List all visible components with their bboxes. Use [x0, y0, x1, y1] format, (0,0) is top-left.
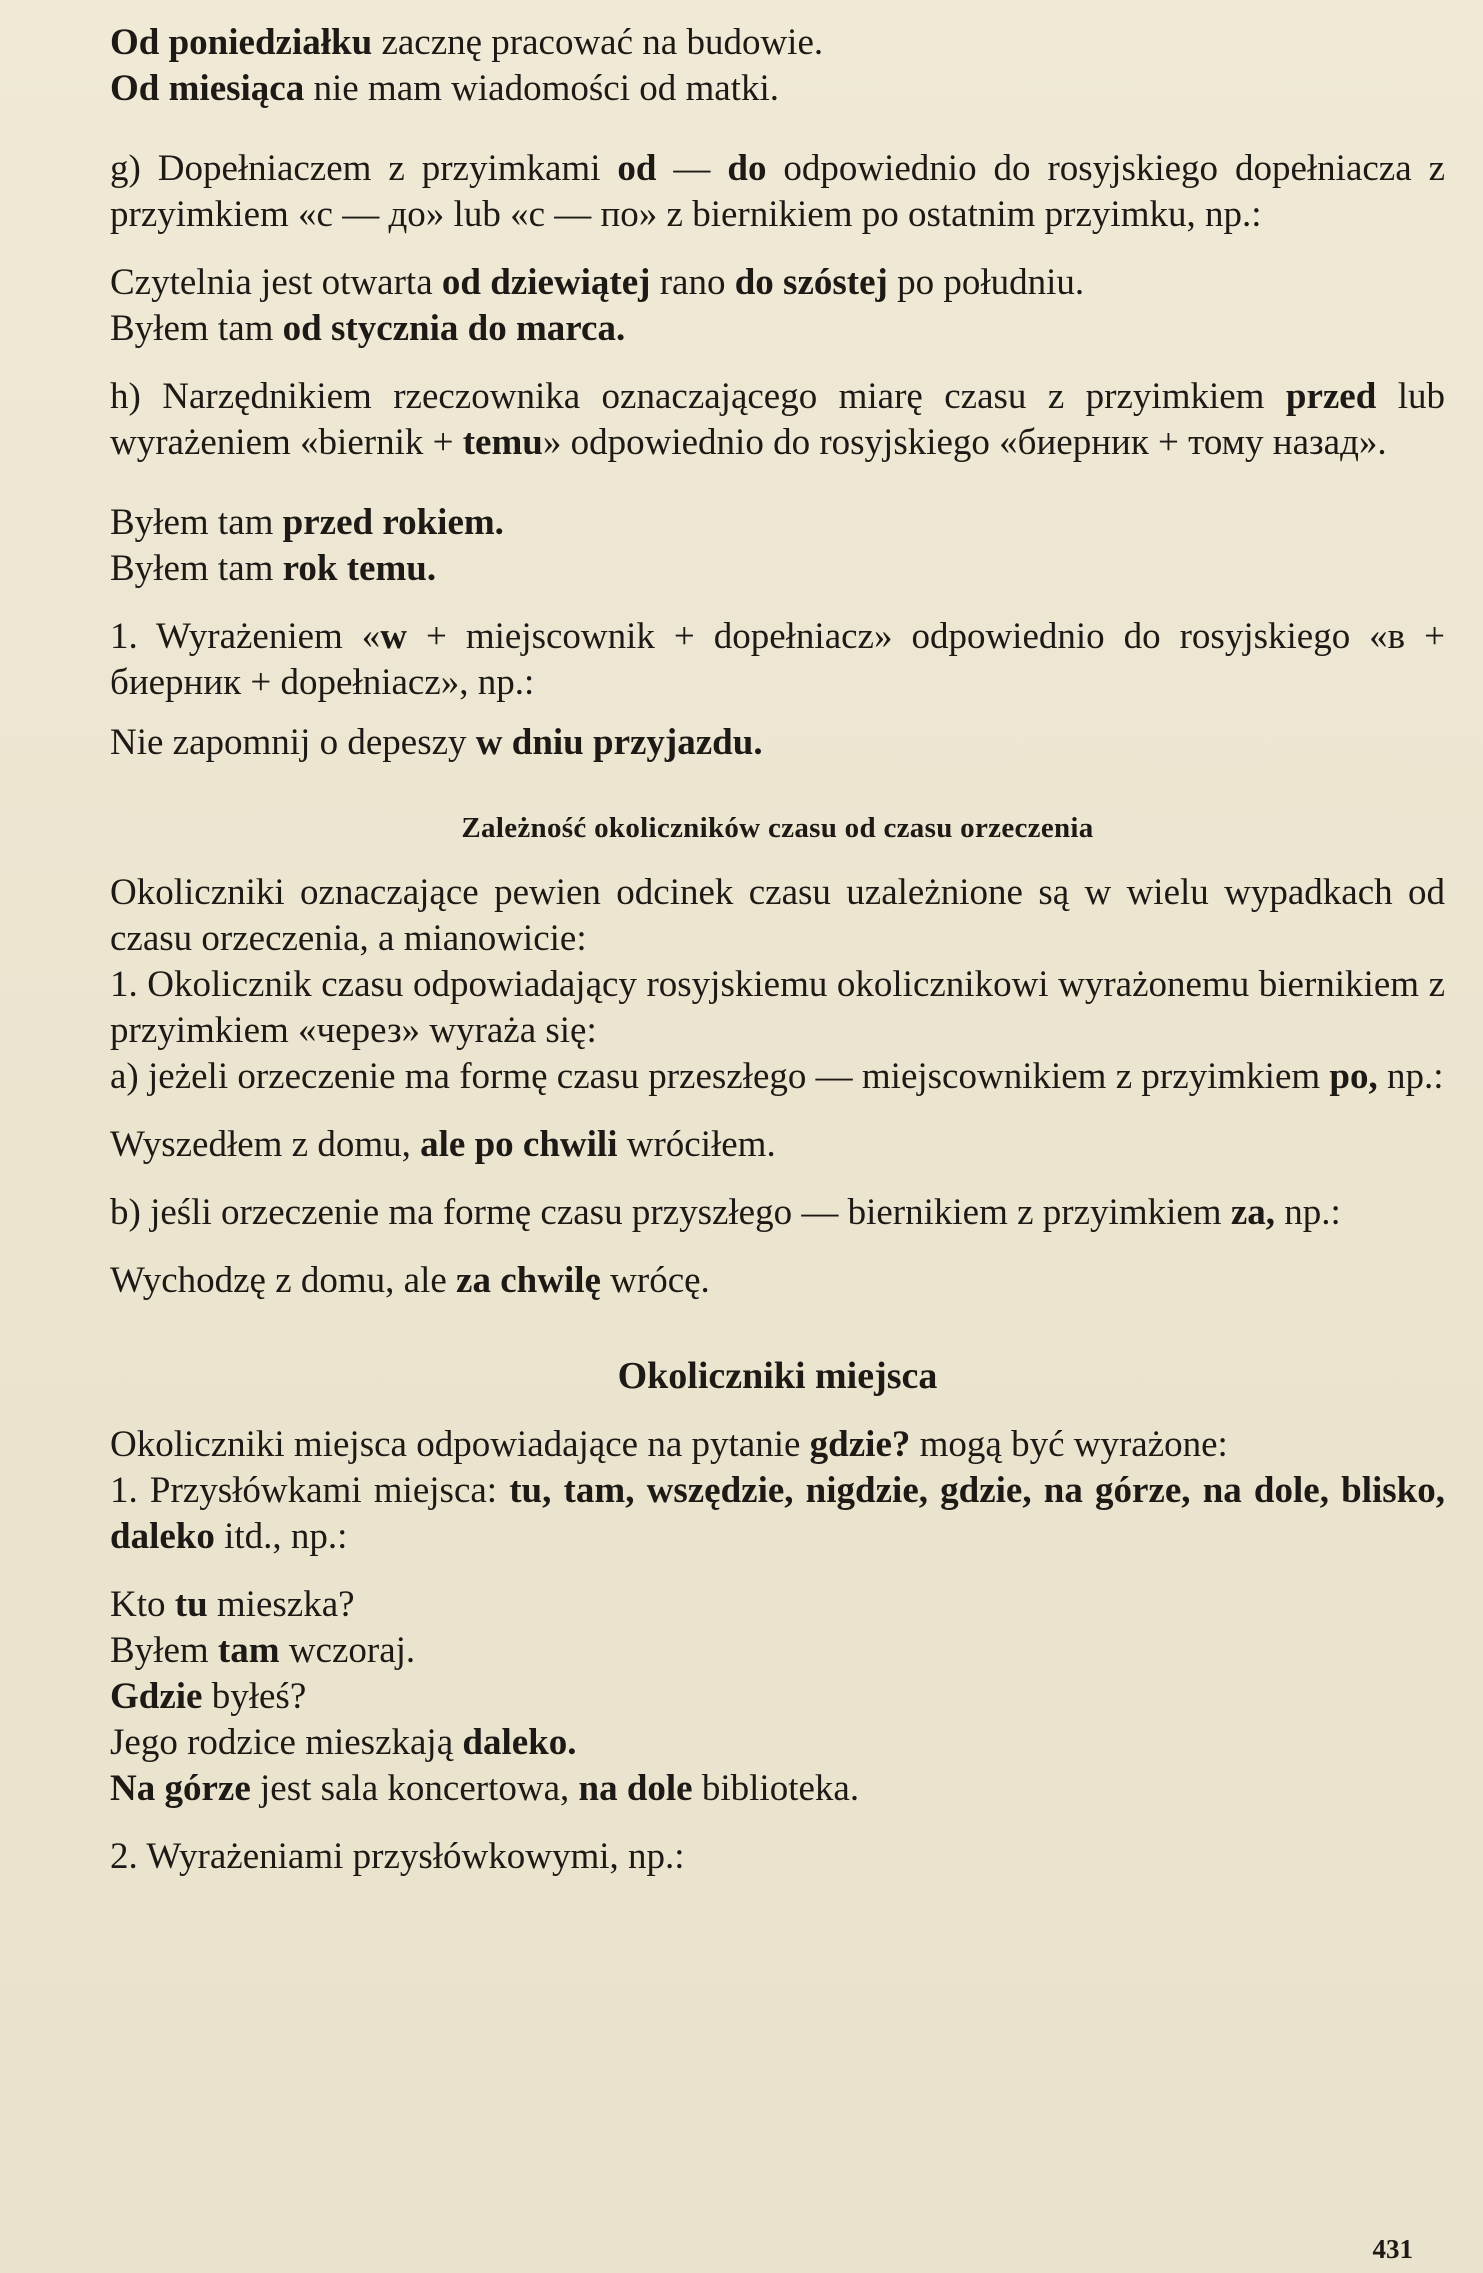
- text-run: odpowiednio do rosyjskiego dopełniacza z przyimkiem «с — до» lub «с — по» z biernikiem po ostatnim przyimku, np.:: [110, 148, 1446, 235]
- bold-phrase: przed rokiem.: [282, 502, 504, 543]
- example-line: [110, 20, 1445, 66]
- bold-phrase: temu: [462, 422, 543, 463]
- example-line: [110, 546, 1445, 592]
- text-run: Jego rodzice mieszkają: [110, 1722, 463, 1763]
- example-line: [110, 1674, 1445, 1720]
- page-number: 431: [1372, 2234, 1413, 2264]
- bold-phrase: do szóstej: [734, 262, 888, 303]
- bold-phrase: po,: [1329, 1056, 1378, 1097]
- body-paragraph: [110, 1422, 1445, 1468]
- bold-phrase: gdzie?: [809, 1424, 911, 1465]
- example-line: [110, 306, 1445, 352]
- example-line: [110, 500, 1445, 546]
- text-run: wróciłem.: [617, 1124, 776, 1165]
- text-run: byłeś?: [202, 1676, 307, 1717]
- bold-phrase: od dziewiątej: [441, 262, 651, 303]
- bold-phrase: w: [380, 616, 408, 657]
- bold-phrase: do: [727, 148, 767, 189]
- section-heading: Okoliczniki miejsca: [617, 1355, 938, 1397]
- text-run: b) jeśli orzeczenie ma formę czasu przyszłego — biernikiem z przyimkiem: [110, 1192, 1231, 1233]
- text-run: np.:: [1377, 1056, 1444, 1097]
- text-run: Byłem tam: [110, 308, 283, 349]
- bold-phrase: tam: [217, 1630, 280, 1671]
- example-line: [110, 1258, 1445, 1304]
- text-run: Byłem tam: [110, 548, 283, 589]
- bold-phrase: Od poniedziałku: [110, 22, 373, 63]
- page-content: [110, 20, 1445, 1880]
- text-run: mogą być wyrażone:: [910, 1424, 1228, 1465]
- bold-phrase: za,: [1230, 1192, 1276, 1233]
- bold-phrase: tu, tam, wszędzie, nigdzie, gdzie, na górze, na dole, blisko, daleko: [110, 1470, 1445, 1557]
- body-paragraph: [110, 1468, 1445, 1560]
- text-run: 1. Przysłówkami miejsca:: [110, 1470, 510, 1511]
- bold-phrase: rok temu.: [282, 548, 437, 589]
- bold-phrase: Gdzie: [110, 1676, 203, 1717]
- body-paragraph: [110, 1054, 1445, 1100]
- text-run: + miejscownik + dopełniacz» odpowiednio do rosyjskiego «в + биерник + dopełniacz», np.:: [110, 616, 1445, 703]
- text-run: itd., np.:: [214, 1516, 348, 1557]
- bold-phrase: przed: [1285, 376, 1377, 417]
- text-run: a) jeżeli orzeczenie ma formę czasu przeszłego — miejscownikiem z przyimkiem: [110, 1056, 1330, 1097]
- bold-phrase: w dniu przyjazdu.: [475, 722, 763, 763]
- text-run: np.:: [1275, 1192, 1341, 1233]
- text-run: nie mam wiadomości od matki.: [304, 68, 779, 109]
- text-run: 1. Wyrażeniem «: [110, 616, 381, 657]
- text-run: g) Dopełniaczem z przyimkami: [110, 148, 618, 189]
- text-run: Nie zapomnij o depeszy: [110, 722, 476, 763]
- text-run: Wychodzę z domu, ale: [110, 1260, 457, 1301]
- bold-phrase: Od miesiąca: [110, 68, 305, 109]
- text-run: » odpowiednio do rosyjskiego «биерник + тому назад».: [542, 422, 1387, 463]
- bold-phrase: ale po chwili: [420, 1124, 618, 1165]
- example-line: [110, 1122, 1445, 1168]
- rule-paragraph-g: [110, 146, 1445, 238]
- rule-paragraph-h: [110, 374, 1445, 466]
- text-run: Okoliczniki miejsca odpowiadające na pytanie: [110, 1424, 810, 1465]
- text-run: po południu.: [887, 262, 1085, 303]
- text-run: Czytelnia jest otwarta: [110, 262, 442, 303]
- bold-phrase: daleko.: [462, 1722, 577, 1763]
- text-run: h) Narzędnikiem rzeczownika oznaczającego miarę czasu z przyimkiem: [110, 376, 1286, 417]
- text-run: Byłem: [110, 1630, 218, 1671]
- bold-phrase: od: [617, 148, 657, 189]
- bold-phrase: od stycznia do marca.: [282, 308, 626, 349]
- text-run: zacznę pracować na budowie.: [372, 22, 824, 63]
- body-paragraph: Okoliczniki oznaczające pewien odcinek czasu uzależnione są w wielu wypadkach od czasu orzeczenia, a mianowicie:: [110, 872, 1445, 959]
- text-run: mieszka?: [207, 1584, 355, 1625]
- example-line: [110, 1628, 1445, 1674]
- body-paragraph: [110, 1190, 1445, 1236]
- text-run: wczoraj.: [279, 1630, 416, 1671]
- text-run: wrócę.: [600, 1260, 710, 1301]
- text-run: Byłem tam: [110, 502, 283, 543]
- text-run: lub wyrażeniem «biernik +: [110, 376, 1446, 463]
- example-line: [110, 260, 1445, 306]
- example-line: [110, 1720, 1445, 1766]
- text-run: rano: [650, 262, 735, 303]
- section-subheading: Zależność okoliczników czasu od czasu orzeczenia: [461, 812, 1094, 844]
- text-run: jest sala koncertowa,: [250, 1768, 579, 1809]
- bold-phrase: Na górze: [110, 1768, 251, 1809]
- text-run: Wyszedłem z domu,: [110, 1124, 421, 1165]
- text-run: biblioteka.: [692, 1768, 860, 1809]
- example-line: [110, 720, 1445, 766]
- bold-phrase: na dole: [578, 1768, 693, 1809]
- example-line: [110, 66, 1445, 112]
- text-run: Kto: [110, 1584, 175, 1625]
- bold-phrase: za chwilę: [456, 1260, 601, 1301]
- bold-phrase: tu: [174, 1584, 208, 1625]
- example-line: [110, 1582, 1445, 1628]
- text-run: —: [656, 148, 728, 189]
- body-paragraph: 2. Wyrażeniami przysłówkowymi, np.:: [110, 1836, 685, 1877]
- body-paragraph: 1. Okolicznik czasu odpowiadający rosyjskiemu okolicznikowi wyrażonemu biernikiem z przyimkiem «через» wyraża się:: [110, 964, 1445, 1051]
- rule-paragraph-i: [110, 614, 1445, 706]
- example-line: [110, 1766, 1445, 1812]
